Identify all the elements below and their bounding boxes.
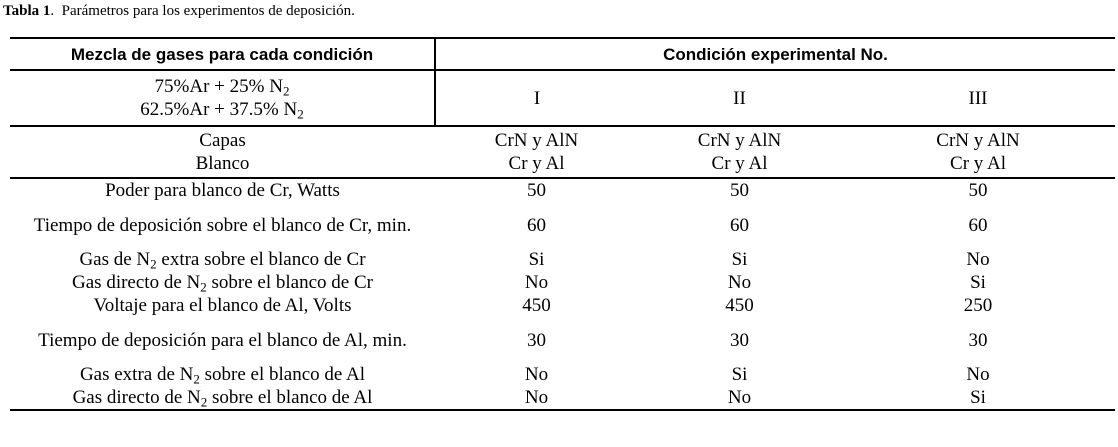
caption-label: Tabla 1 (3, 3, 51, 19)
parameter-value: 30 (527, 329, 546, 351)
parameters-body (10, 178, 1115, 410)
layers-cell-ii: CrN y AlN Cr y Al (638, 126, 841, 178)
gas-mix-line-1: 75%Ar + 25% $N_2$ (154, 76, 290, 99)
table-row (10, 202, 1115, 248)
parameter-value: 50 (527, 180, 546, 201)
parameter-label: Tiempo de deposición sobre el blanco de Cr, min. (33, 214, 412, 236)
capas-label: Capas (199, 130, 246, 151)
table-row (10, 248, 1115, 271)
table-row (10, 294, 1115, 317)
table-caption: Tabla 1. Parámetros para los experimentos de deposición. (3, 3, 355, 19)
parameter-value: 60 (730, 214, 749, 236)
parameter-value: Si (841, 386, 1115, 410)
layers-row (10, 126, 1115, 178)
parameter-value: No (638, 386, 841, 410)
parameter-value: 50 (968, 180, 988, 201)
parameter-label: Gas directo de $N_2$ sobre el blanco de Al (10, 386, 435, 410)
parameter-value: Si (731, 249, 748, 270)
parameter-value: 60 (527, 214, 546, 236)
parameter-label: Gas extra de $N_2$ sobre el blanco de Al (79, 364, 366, 387)
parameter-label: Voltaje para el blanco de Al, Volts (93, 295, 352, 316)
parameter-value: Si (731, 364, 748, 385)
parameter-value: 30 (968, 329, 988, 351)
parameter-value: No (966, 364, 990, 385)
caption-text: Parámetros para los experimentos de deposición. (61, 3, 355, 19)
parameter-value: 450 (522, 295, 551, 316)
parameter-value: Si (528, 249, 545, 270)
parameter-value: 450 (725, 295, 754, 316)
gas-mix-row (10, 70, 1115, 126)
parameter-value: Si (970, 272, 986, 293)
parameter-value: No (727, 272, 752, 293)
table-row (10, 178, 1115, 202)
parameter-value: 30 (730, 329, 749, 351)
parameter-value: 50 (730, 180, 749, 201)
parameter-value: 250 (963, 295, 993, 316)
gas-mix-cell (10, 70, 435, 126)
layers-label-cell (10, 126, 435, 178)
parameter-label: Gas de $N_2$ extra sobre el blanco de Cr (79, 249, 366, 272)
parameter-label: Poder para blanco de Cr, Watts (105, 180, 340, 201)
parameter-value: 60 (968, 214, 988, 236)
condition-i: I (435, 70, 638, 126)
table-row (10, 271, 1115, 294)
header-gas-mix: Mezcla de gases para cada condición (10, 38, 435, 70)
parameters-table (10, 37, 1115, 411)
condition-iii: III (841, 70, 1115, 126)
layers-cell-iii: CrN y AlN Cr y Al (841, 126, 1115, 178)
parameter-value: No (435, 386, 638, 410)
parameter-value: No (966, 249, 990, 270)
blanco-label: Blanco (195, 153, 250, 174)
parameter-label: Gas directo de $N_2$ sobre el blanco de Cr (72, 272, 373, 295)
condition-ii: II (638, 70, 841, 126)
gas-mix-line-2: 62.5%Ar + 37.5% $N_2$ (140, 99, 304, 122)
header-row (10, 38, 1115, 70)
parameter-value: No (524, 272, 549, 293)
layers-cell-i: CrN y AlN Cr y Al (435, 126, 638, 178)
table-row (10, 363, 1115, 386)
table-row (10, 317, 1115, 363)
parameter-value: No (524, 364, 549, 385)
header-conditions: Condición experimental No. (435, 38, 1115, 70)
table-row (10, 386, 1115, 410)
parameter-label: Tiempo de deposición para el blanco de Al, min. (38, 329, 407, 351)
